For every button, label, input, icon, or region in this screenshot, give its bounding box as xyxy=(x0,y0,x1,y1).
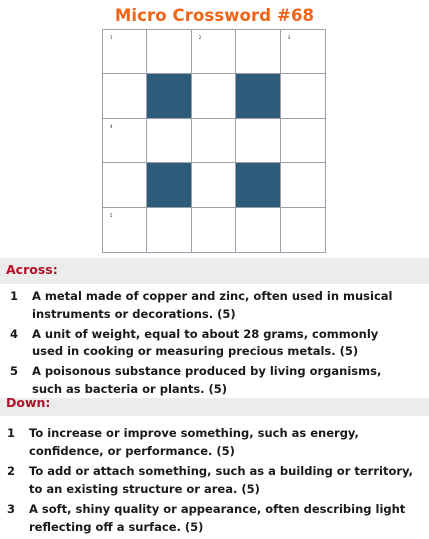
grid-block-cell xyxy=(147,163,191,207)
grid-cell[interactable] xyxy=(236,119,280,163)
grid-cell[interactable] xyxy=(192,119,236,163)
grid-cell[interactable] xyxy=(103,163,147,207)
down-heading: Down: xyxy=(0,398,429,416)
clue-number: 2 xyxy=(7,464,16,478)
clue-text: A soft, shiny quality or appearance, often describing light reflecting off a surface. (5) xyxy=(29,502,406,534)
down-clue[interactable] xyxy=(0,425,429,460)
cell-number: 4 xyxy=(110,123,113,129)
grid-cell[interactable] xyxy=(281,119,325,163)
across-clue[interactable] xyxy=(0,288,429,323)
grid-cell[interactable] xyxy=(192,208,236,252)
cell-number: 3 xyxy=(287,35,291,40)
grid-cell[interactable] xyxy=(192,163,236,207)
grid-cell[interactable] xyxy=(281,74,325,118)
page-title: Micro Crossword #68 xyxy=(114,6,315,25)
clue-number: 5 xyxy=(10,364,19,378)
grid-cell[interactable] xyxy=(192,74,236,118)
grid-cell[interactable] xyxy=(147,208,191,252)
grid-cell[interactable] xyxy=(281,163,325,207)
grid-block-cell xyxy=(236,163,280,207)
cell-number: 5 xyxy=(110,212,113,218)
clue-text: A metal made of copper and zinc, often used in musical instruments or decorations. (5) xyxy=(32,289,393,321)
grid-cell[interactable] xyxy=(236,208,280,252)
clue-number: 3 xyxy=(7,502,16,516)
clue-number: 1 xyxy=(10,289,19,303)
grid-cell[interactable] xyxy=(103,30,147,74)
grid-cell[interactable] xyxy=(103,208,147,252)
grid-cell[interactable] xyxy=(192,30,236,74)
across-clue-list xyxy=(0,288,429,401)
clue-text: A unit of weight, equal to about 28 grams, commonly used in cooking or measuring precious metals. (5) xyxy=(32,326,379,358)
clue-text: To increase or improve something, such as energy, confidence, or performance. (5) xyxy=(29,426,359,458)
across-clue[interactable] xyxy=(0,363,429,398)
grid-cell[interactable] xyxy=(103,74,147,118)
down-clue[interactable] xyxy=(0,501,429,536)
grid-cell[interactable] xyxy=(236,30,280,74)
grid-cell[interactable] xyxy=(147,30,191,74)
grid-cell[interactable] xyxy=(281,208,325,252)
across-heading: Across: xyxy=(0,258,429,284)
across-clue[interactable] xyxy=(0,326,429,361)
grid-block-cell xyxy=(147,74,191,118)
clue-text: To add or attach something, such as a building or territory, to an existing structure or area. (5) xyxy=(29,464,414,496)
clue-number: 1 xyxy=(7,426,16,440)
clue-text: A poisonous substance produced by living organisms, such as bacteria or plants. (5) xyxy=(32,364,382,396)
down-clue[interactable] xyxy=(0,463,429,498)
grid-block-cell xyxy=(236,74,280,118)
cell-number: 1 xyxy=(110,35,113,40)
grid-cell[interactable] xyxy=(103,119,147,163)
down-clue-list xyxy=(0,425,429,539)
cell-number: 2 xyxy=(198,35,202,40)
crossword-grid xyxy=(102,29,326,253)
clue-number: 4 xyxy=(10,326,19,341)
grid-cell[interactable] xyxy=(147,119,191,163)
grid-cell[interactable] xyxy=(281,30,325,74)
